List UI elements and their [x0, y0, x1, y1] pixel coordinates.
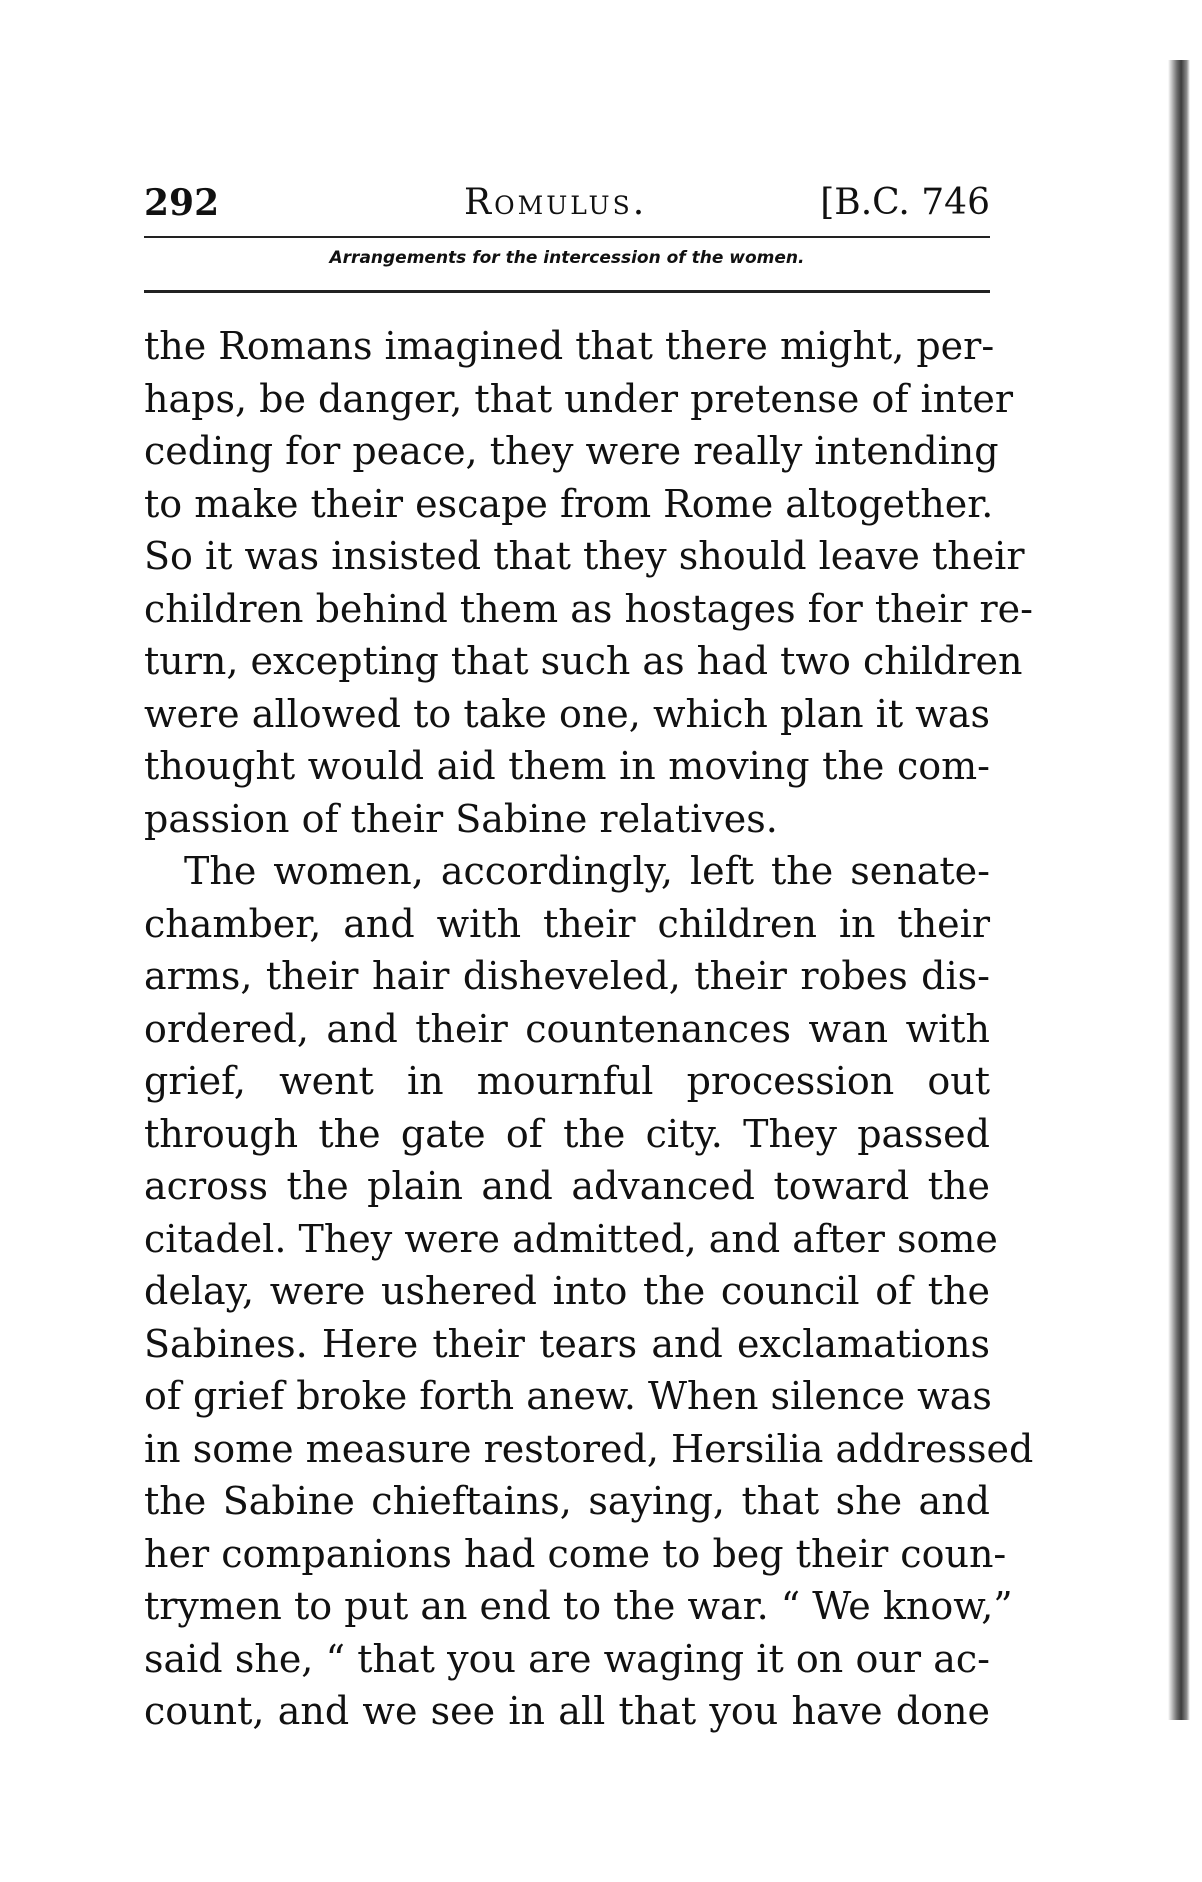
text-line: ordered, and their countenances wan with: [144, 1006, 990, 1051]
text-line: ceding for peace, they were really intending: [144, 429, 999, 473]
text-line: trymen to put an end to the war. “ We know,”: [144, 1584, 1013, 1628]
running-title: Romulus.: [464, 182, 648, 223]
text-line: were allowed to take one, which plan it was: [144, 691, 990, 736]
text-line: haps, be danger, that under pretense of inter: [144, 376, 1014, 421]
text-line: Sabines. Here their tears and exclamations: [144, 1321, 990, 1366]
text-line: across the plain and advanced toward the: [144, 1164, 990, 1208]
text-line: of grief broke forth anew. When silence was: [144, 1374, 992, 1418]
text-line: to make their escape from Rome altogether.: [144, 481, 994, 526]
text-line: delay, were ushered into the council of the: [144, 1269, 990, 1313]
text-line: in some measure restored, Hersilia addressed: [144, 1426, 1034, 1471]
running-header: [144, 178, 990, 230]
text-line: count, and we see in all that you have done: [144, 1689, 990, 1733]
text-line: through the gate of the city. They passed: [144, 1111, 990, 1156]
text-line: said she, “ that you are waging it on our ac-: [144, 1636, 990, 1681]
text-line: chamber, and with their children in their: [144, 901, 990, 946]
text-line: the Romans imagined that there might, per-: [144, 324, 995, 368]
text-line: the Sabine chieftains, saying, that she and: [144, 1479, 990, 1523]
page-number: 292: [144, 182, 220, 224]
page-subheading: Arrangements for the intercession of the women.: [329, 248, 805, 268]
text-line: citadel. They were admitted, and after some: [144, 1216, 998, 1261]
text-line: The women, accordingly, left the senate-: [184, 849, 990, 893]
body-text: [144, 320, 1034, 1738]
header-rule-top: [144, 236, 990, 238]
text-line: So it was insisted that they should leave their: [144, 534, 1025, 578]
text-line: her companions had come to beg their coun-: [144, 1531, 1007, 1576]
text-line: passion of their Sabine relatives.: [144, 796, 778, 841]
text-line: thought would aid them in moving the com-: [144, 744, 990, 788]
date-reference: [B.C. 746: [820, 182, 990, 223]
text-line: children behind them as hostages for their re-: [144, 586, 1033, 631]
text-line: grief, went in mournful procession out: [144, 1059, 990, 1103]
page-edge-shadow: [1168, 60, 1190, 1720]
header-rule-bottom: [144, 290, 990, 293]
text-line: turn, excepting that such as had two children: [144, 639, 1023, 683]
text-line: arms, their hair disheveled, their robes dis-: [144, 954, 990, 998]
